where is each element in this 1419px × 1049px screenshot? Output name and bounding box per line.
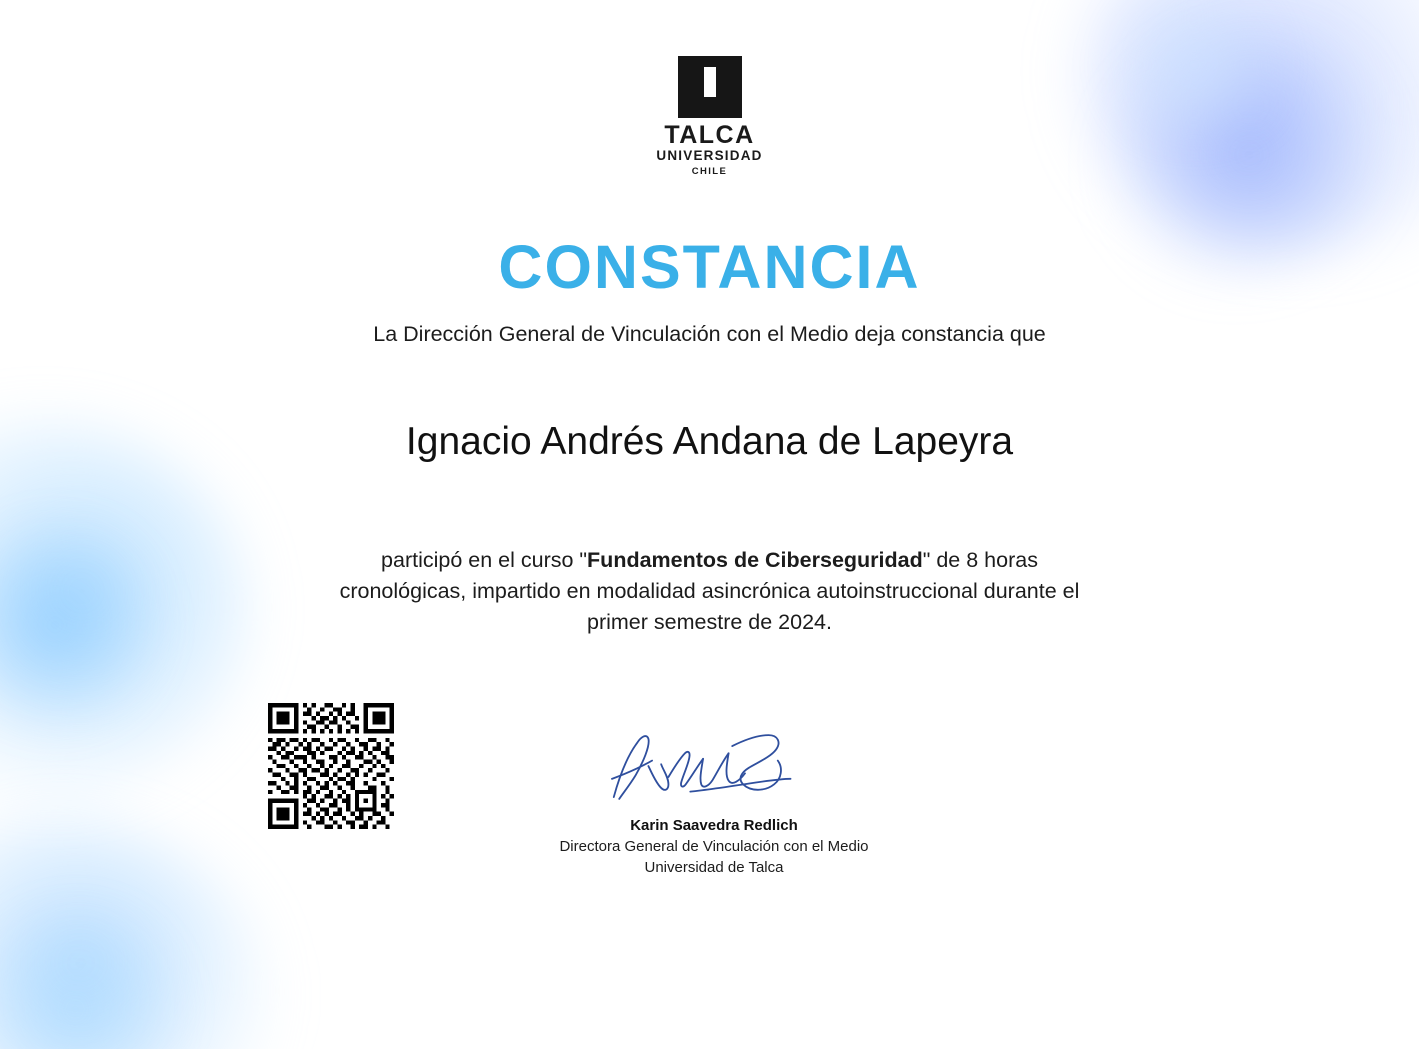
course-name: Fundamentos de Ciberseguridad	[587, 548, 923, 572]
signatory-role: Directora General de Vinculación con el Medio	[559, 838, 869, 855]
body-text	[330, 545, 1090, 638]
logo-name-universidad: UNIVERSIDAD	[656, 148, 763, 164]
signatory-organization: Universidad de Talca	[644, 859, 784, 876]
handwritten-signature-icon	[584, 726, 844, 808]
background-blob-left	[0, 420, 250, 800]
signatory-name: Karin Saavedra Redlich	[630, 817, 798, 834]
background-blob-bottom-left-inner	[0, 909, 190, 1049]
institution-logo	[0, 56, 1419, 178]
logo-name-talca: TALCA	[664, 121, 755, 149]
qr-code[interactable]	[268, 703, 394, 829]
document-title: CONSTANCIA	[498, 233, 921, 301]
recipient-name: Ignacio Andrés Andana de Lapeyra	[405, 420, 1014, 463]
intro-text: La Dirección General de Vinculación con el Medio deja constancia que	[373, 322, 1046, 346]
logo-name-chile: CHILE	[691, 166, 728, 178]
background-blob-bottom-left	[0, 819, 270, 1049]
body-text-after-course: " de 8 horas cronológicas, impartido en modalidad asincrónica autoinstruccional durante el primer semestre de 2024.	[339, 548, 1080, 634]
signature-block	[514, 726, 914, 878]
university-u-mark-icon	[671, 56, 749, 118]
body-text-before-course: participó en el curso "	[381, 548, 588, 572]
background-blob-left-inner	[0, 520, 170, 730]
